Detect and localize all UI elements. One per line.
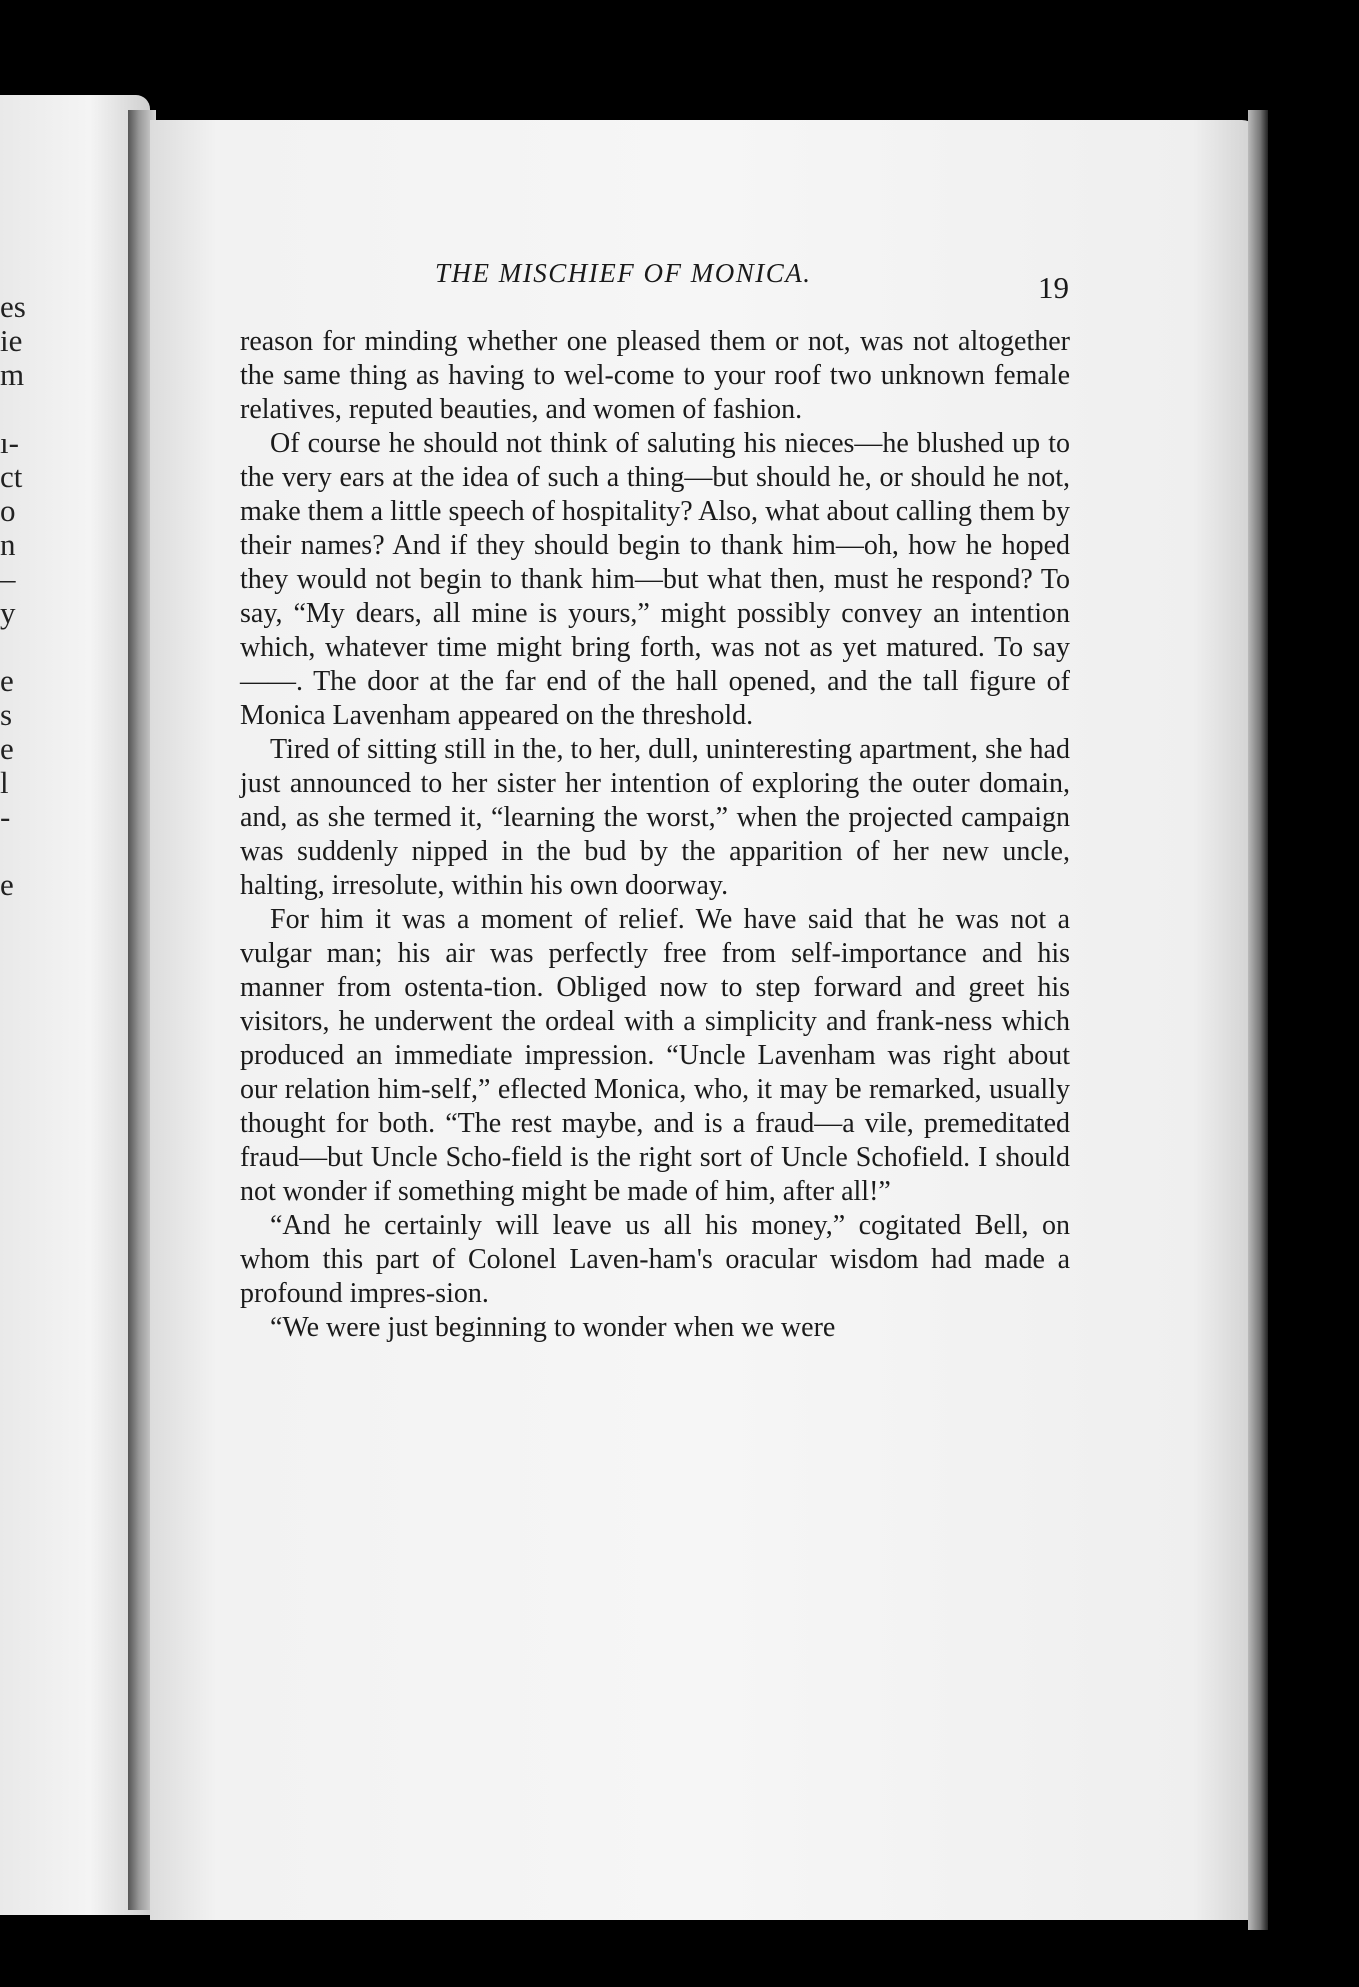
fragment: – bbox=[0, 561, 16, 596]
fragment: e bbox=[0, 731, 14, 766]
paragraph: Of course he should not think of saluting his nieces—he blushed up to the very ears at the idea of such a thing—but should he, or should he not, make them a little speech of hospitality? Also, what about calling them by their names? And if they should begin to thank him—oh, how he hoped they would not begin to thank him—but what then, must he respond? To say, “My dears, all mine is yours,” might possibly convey an intention which, whatever time might bring forth, was not as yet matured. To say——. The door at the far end of the hall opened, and the tall figure of Monica Lavenham appeared on the threshold. bbox=[240, 428, 1070, 731]
fragment bbox=[0, 630, 30, 664]
paragraph: “And he certainly will leave us all his money,” cogitated Bell, on whom this part of Colonel Laven-ham's oracular wisdom had made a profound impres-sion. bbox=[240, 1210, 1070, 1309]
running-header: THE MISCHIEF OF MONICA. bbox=[435, 258, 812, 288]
fragment: ct bbox=[0, 459, 23, 494]
page-number: 19 bbox=[1038, 270, 1069, 305]
fragment: y bbox=[0, 595, 16, 630]
paragraph: “We were just beginning to wonder when we were bbox=[270, 1312, 836, 1343]
paragraph: Tired of sitting still in the, to her, dull, uninteresting apartment, she had just announced to her sister her intention of exploring the outer domain, and, as she termed it, “learning the worst,” when the projected campaign was suddenly nipped in the bud by the apparition of her new uncle, halting, irresolute, within his own doorway. bbox=[240, 734, 1070, 901]
fragment: e bbox=[0, 663, 14, 698]
fragment: - bbox=[0, 799, 11, 834]
fragment: o bbox=[0, 493, 16, 528]
fragment: ı- bbox=[0, 425, 19, 460]
fragment: m bbox=[0, 357, 25, 392]
fragment: ie bbox=[0, 323, 23, 358]
paragraph: reason for minding whether one pleased them or not, was not altogether the same thing as having to wel-come to your roof two unknown female relatives, reputed beauties, and women of fashion. bbox=[240, 326, 1070, 425]
page-edge-shadow bbox=[1248, 110, 1268, 1930]
fragment: s bbox=[0, 697, 13, 732]
paragraph: For him it was a moment of relief. We have said that he was not a vulgar man; his air was perfectly free from self-importance and his manner from ostenta-tion. Obliged now to step forward and greet his visitors, he underwent the ordeal with a simplicity and frank-ness which produced an immediate impression. “Uncle Lavenham was right about our relation him-self,” eflected Monica, who, it may be remarked, usually thought for both. “The rest maybe, and is a fraud—a vile, premeditated fraud—but Uncle Scho-field is the right sort of Uncle Schofield. I should not wonder if something might be made of him, after all!” bbox=[240, 904, 1070, 1207]
fragment bbox=[0, 834, 30, 868]
fragment bbox=[0, 392, 30, 426]
fragment: es bbox=[0, 289, 26, 324]
fragment: l bbox=[0, 765, 9, 800]
fragment: e bbox=[0, 867, 14, 902]
fragment: n bbox=[0, 527, 16, 562]
left-page-text-fragments bbox=[0, 290, 30, 902]
body-text bbox=[240, 325, 1070, 1345]
